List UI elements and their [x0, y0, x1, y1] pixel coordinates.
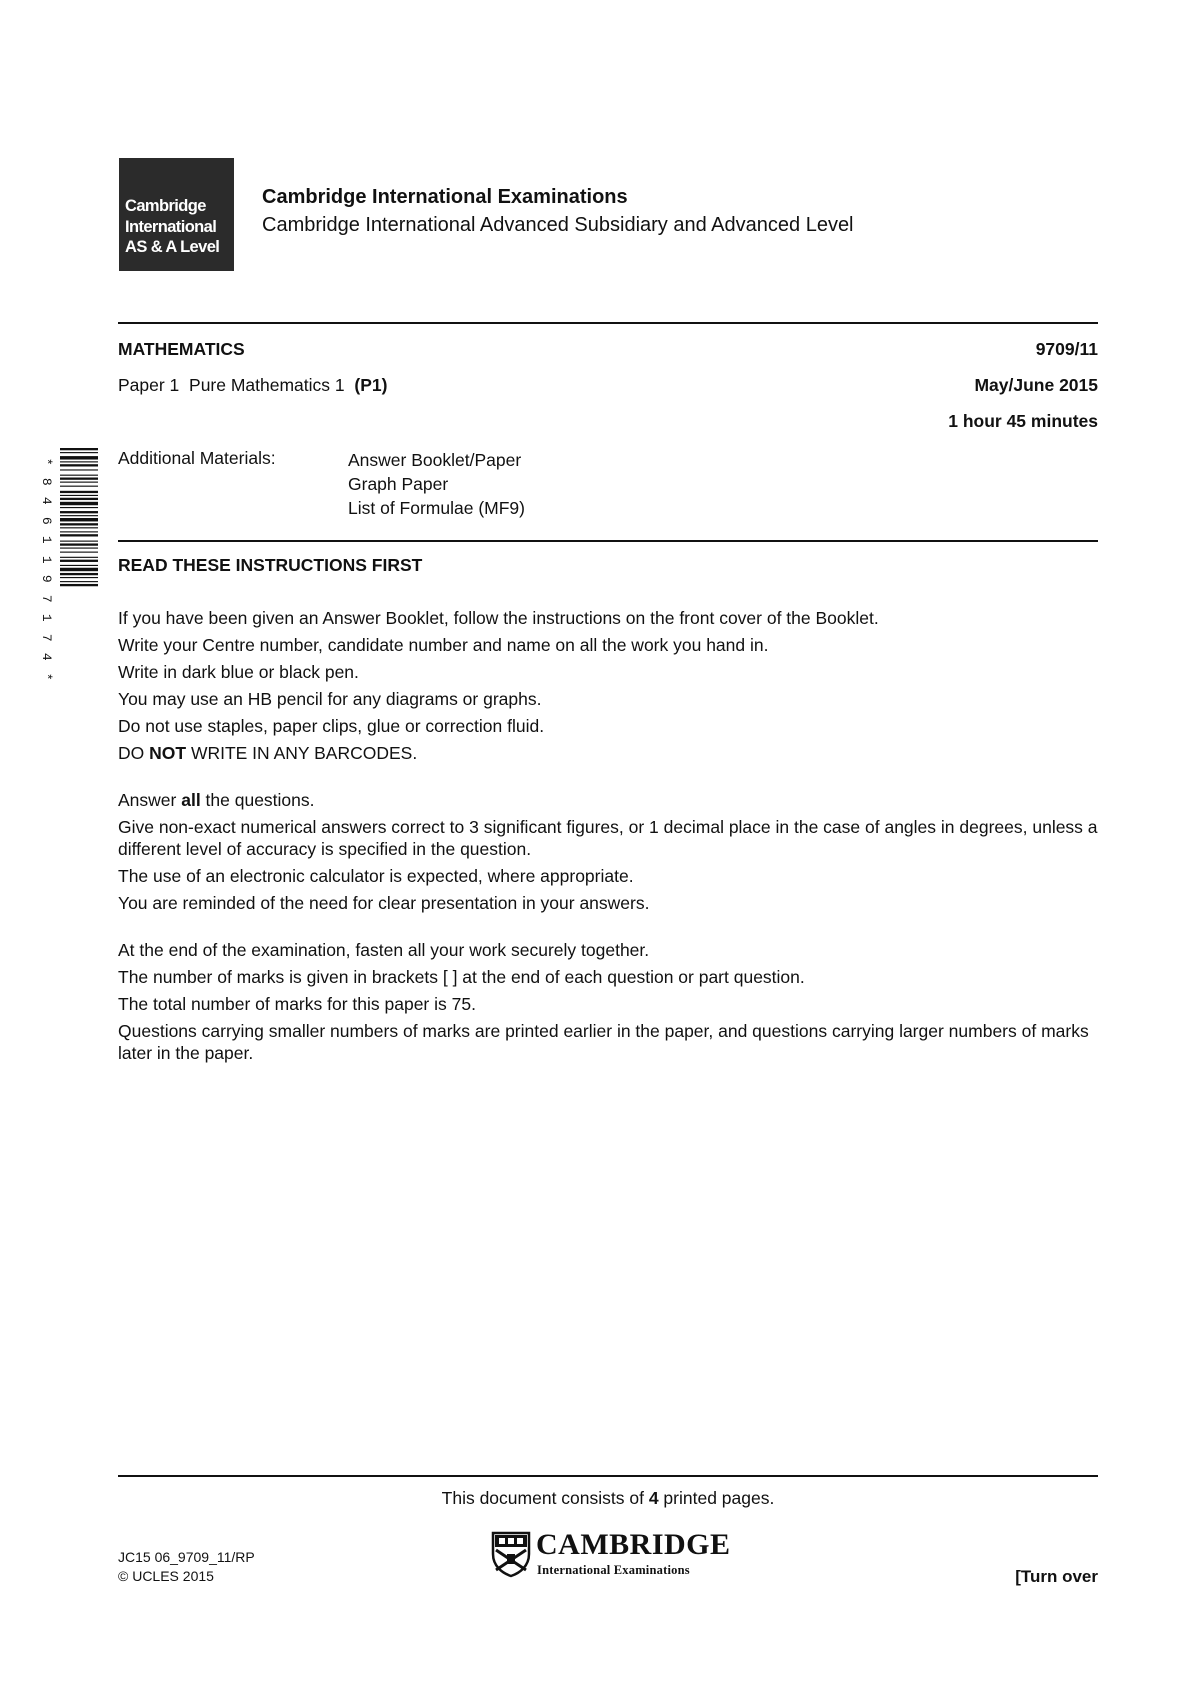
instruction-line: Do not use staples, paper clips, glue or correction fluid. — [118, 716, 545, 736]
text-run: WRITE IN ANY BARCODES. — [186, 743, 418, 763]
barcode-digit: 6 — [38, 516, 54, 525]
barcode-bar — [60, 531, 98, 532]
barcode-digit: 1 — [38, 555, 54, 564]
barcode-digit: 1 — [38, 535, 54, 544]
barcode-digit: * — [38, 457, 54, 466]
session: May/June 2015 — [974, 375, 1098, 395]
header-subtitle: Cambridge International Advanced Subsidiary and Advanced Level — [262, 214, 854, 236]
barcode-digit: 8 — [38, 477, 54, 486]
footer-ref-block — [118, 1548, 255, 1586]
instruction-line: At the end of the examination, fasten all your work securely together. — [118, 940, 650, 960]
duration-number: 45 — [1006, 411, 1027, 431]
turn-over: [Turn over — [1015, 1567, 1098, 1586]
barcode-bar — [60, 552, 98, 553]
barcode-image — [60, 448, 98, 684]
cambridge-wordmark: CAMBRIDGE — [536, 1528, 731, 1561]
barcode-bar — [60, 461, 98, 462]
duration-suffix: minutes — [1026, 411, 1098, 431]
barcode-bar — [60, 511, 98, 513]
footer-rule — [118, 1475, 1098, 1477]
mid-rule — [118, 540, 1098, 542]
instructions-body — [118, 607, 1098, 1069]
paper-line-code: (P1) — [354, 375, 388, 395]
instruction-line: You may use an HB pencil for any diagrams or graphs. — [118, 689, 542, 709]
barcode-bar — [60, 515, 98, 516]
page-count — [0, 1488, 1200, 1509]
subject: MATHEMATICS — [118, 339, 245, 359]
instruction-line: Give non-exact numerical answers correct to 3 significant figures, or 1 decimal place in the case of angles in degrees, unless a different level of accuracy is specified in the question. — [118, 817, 1098, 859]
barcode-bar — [60, 486, 98, 487]
instruction-line: The use of an electronic calculator is expected, where appropriate. — [118, 866, 634, 886]
document-reference: JC15 06_9709_11/RP — [118, 1549, 255, 1565]
barcode-bar — [60, 557, 98, 558]
instruction-line: If you have been given an Answer Booklet, follow the instructions on the front cover of the Booklet. — [118, 608, 879, 628]
barcode-digit: 4 — [38, 496, 54, 505]
barcode-digit: 1 — [38, 613, 54, 622]
materials-item: List of Formulae (MF9) — [348, 498, 525, 518]
paper-code: 9709/11 — [1035, 339, 1098, 359]
barcode-bar — [60, 584, 98, 586]
barcode-digit: 7 — [38, 633, 54, 642]
copyright: © UCLES 2015 — [118, 1568, 214, 1584]
instruction-line — [118, 789, 1098, 811]
instructions-heading: READ THESE INSTRUCTIONS FIRST — [118, 555, 423, 575]
cambridge-crest-icon — [490, 1530, 532, 1578]
materials-label: Additional Materials: — [118, 448, 276, 468]
materials-item: Answer Booklet/Paper — [348, 450, 522, 470]
cambridge-wordmark-subtitle: International Examinations — [537, 1563, 690, 1577]
text-run: DO — [118, 743, 150, 763]
header-title: Cambridge International Examinations — [262, 186, 628, 208]
barcode-bar — [60, 478, 98, 480]
duration — [948, 411, 1098, 432]
barcode-digit: 7 — [38, 594, 54, 603]
instruction-line: Write in dark blue or black pen. — [118, 662, 359, 682]
barcode-bar — [60, 452, 98, 453]
text-run-bold: 4 — [648, 1488, 659, 1508]
barcode-bar — [60, 495, 98, 496]
paper-line — [118, 375, 387, 396]
instruction-line: The total number of marks for this paper is 75. — [118, 994, 476, 1014]
barcode-bar — [60, 456, 98, 459]
logo-line-3: AS & A Level — [125, 238, 220, 256]
barcode-bar — [60, 491, 98, 493]
barcode-bar — [60, 523, 98, 525]
text-run: printed pages. — [658, 1488, 775, 1508]
top-rule — [118, 322, 1098, 324]
text-run: This document consists of — [441, 1488, 649, 1508]
barcode-bar — [60, 507, 98, 508]
barcode-bar — [60, 581, 98, 582]
instruction-line — [118, 742, 1098, 764]
logo-line-2: International — [125, 217, 217, 236]
barcode-bar — [60, 498, 98, 500]
materials-item: Graph Paper — [348, 474, 449, 494]
barcode-digit: 9 — [38, 574, 54, 583]
barcode-bar — [60, 534, 98, 536]
barcode-bar — [60, 541, 98, 542]
barcode-bar — [60, 464, 98, 466]
barcode-bar — [60, 560, 98, 562]
barcode-bar — [60, 469, 98, 470]
text-run-bold: all — [181, 790, 201, 810]
barcode-bar — [60, 448, 98, 450]
instruction-line: The number of marks is given in brackets [ ] at the end of each question or part question. — [118, 967, 805, 987]
text-run-bold: NOT — [149, 743, 187, 763]
barcode-bar — [60, 527, 98, 528]
barcode-digit: * — [38, 672, 54, 681]
logo-line-1: Cambridge — [125, 197, 206, 215]
duration-prefix: 1 hour — [948, 411, 1007, 431]
barcode-digits — [38, 452, 54, 686]
barcode-bar — [60, 518, 98, 521]
instruction-line: Questions carrying smaller numbers of marks are printed earlier in the paper, and questions carrying larger numbers of marks later in the paper. — [118, 1021, 1089, 1063]
barcode-bar — [60, 543, 98, 545]
barcode-bar — [60, 502, 98, 505]
barcode-bar — [60, 573, 98, 575]
barcode-bar — [60, 565, 98, 566]
text-run: the questions. — [200, 790, 315, 810]
barcode-bar — [60, 548, 98, 549]
instruction-line: Write your Centre number, candidate number and name on all the work you hand in. — [118, 635, 769, 655]
barcode-bar — [60, 568, 98, 571]
barcode-digit: 4 — [38, 652, 54, 661]
barcode-bar — [60, 482, 98, 483]
instruction-line: You are reminded of the need for clear presentation in your answers. — [118, 893, 650, 913]
paper-line-prefix: Paper 1 Pure Mathematics 1 — [118, 375, 355, 395]
barcode-bar — [60, 475, 98, 476]
materials-list — [348, 448, 525, 520]
text-run: Answer — [118, 790, 182, 810]
barcode-bar — [60, 577, 98, 578]
cambridge-as-a-level-logo — [119, 158, 234, 271]
